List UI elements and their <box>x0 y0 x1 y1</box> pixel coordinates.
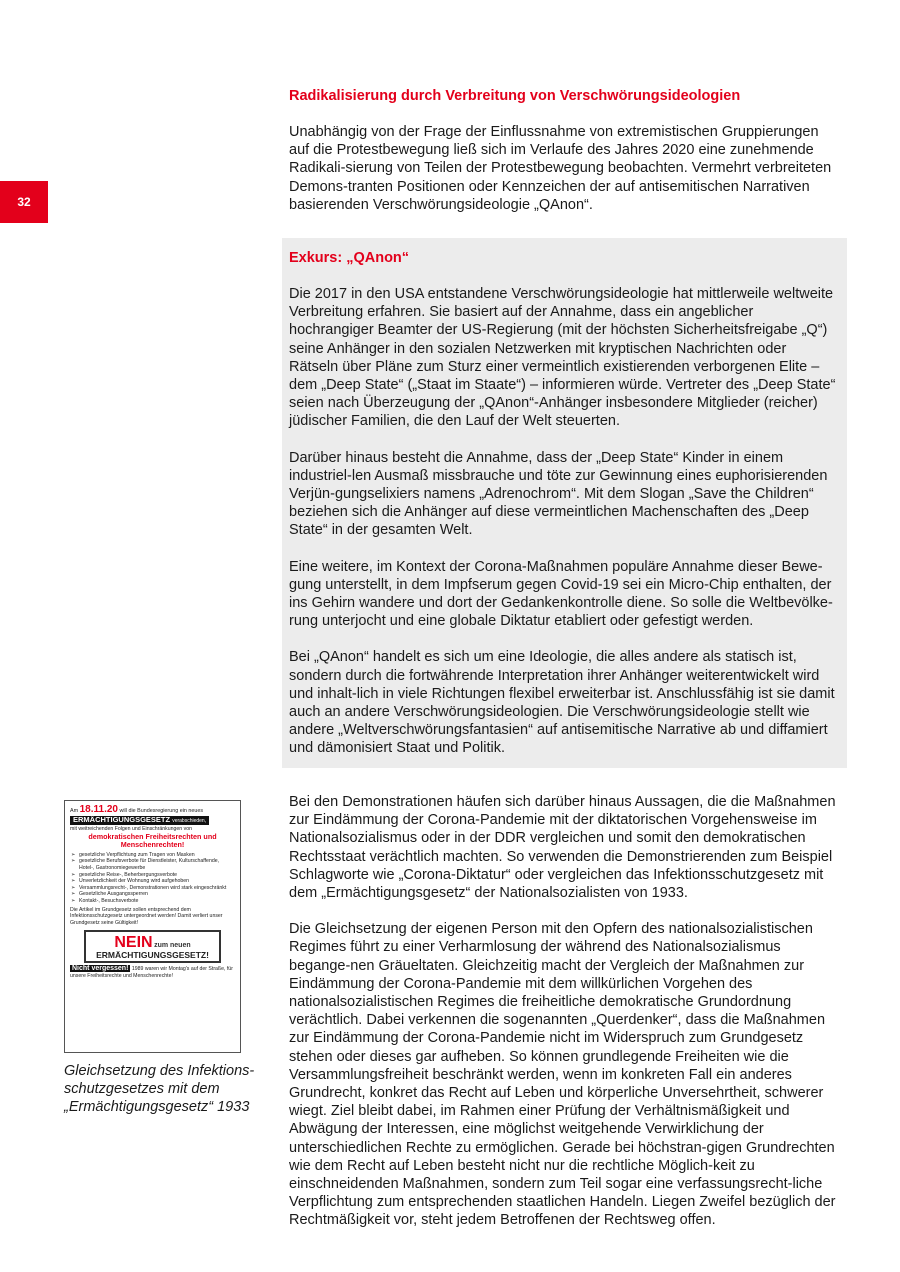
flyer-bullet-list <box>70 852 235 905</box>
excursus-box <box>282 238 847 768</box>
flyer-bullet: ➢ gesetzliche Reise-, Beherbergungsverbote <box>79 872 235 879</box>
flyer-footer: Nicht vergessen! 1989 waren wir Montag's auf der Straße, für unsere Freiheitsrechte und Menschenrechte! <box>70 964 233 979</box>
flyer-bullet: ➢ Unverletzlichkeit der Wohnung wird aufgehoben <box>79 878 235 885</box>
flyer-nein-box: NEIN zum neuen ERMÄCHTIGUNGSGESETZ! <box>84 930 221 963</box>
flyer-bullet: ➢ Gesetzliche Ausgangssperren <box>79 891 235 898</box>
flyer-note: Die Artikel im Grundgesetz sollen entsprechend dem Infektionsschutzgesetz untergeordnet werden! Damit verliert unser Grundgesetz seine Gültigkeit! <box>70 906 223 926</box>
page-number: 32 <box>17 195 31 209</box>
section-intro <box>289 87 837 214</box>
body-paragraph: Bei den Demonstrationen häufen sich darüber hinaus Aussagen, die die Maßnahmen zur Eindämmung der Corona-Pandemie mit der diktatorischen Vorgehensweise im Nationalsozialismus oder in der DDR vergleichen und somit den demokratischen Rechtsstaat verächtlich machten. So verwenden die Demonstrierenden zum Beispiel Schlagworte wie „Corona-Diktatur“ oder vergleichen das Infektionsschutzgesetz mit dem „Ermächtigungsgesetz“ der Nationalsozialisten von 1933. <box>289 794 836 902</box>
flyer-bullet: ➢ Kontakt-, Besuchsverbote <box>79 898 235 905</box>
flyer-forget-label: Nicht vergessen! <box>72 964 129 972</box>
flyer-red-title: demokratischen Freiheitsrechten und Menschenrechten! <box>88 831 217 850</box>
flyer-date-line: Am 18.11.20 will die Bundesregierung ein neues <box>70 804 204 815</box>
intro-paragraph: Unabhängig von der Frage der Einflussnahme von extremistischen Gruppierungen auf die Protestbewegung ließ sich im Verlaufe des Jahres 2020 eine zunehmende Radikali-sierung von Teilen der Protestbewegung beobachten. Vermehrt verbreiteten Demons-tranten Positionen oder Kennzeichen der auf antisemitischen Narrativen basierenden Verschwörungsideologie „QAnon“. <box>289 124 832 213</box>
body-paragraph: Die Gleichsetzung der eigenen Person mit den Opfern des nationalsozialistischen Regimes führt zu einer Verharmlosung der während des Nationalsozialismus begange-nen Gräueltaten. Gleichzeitig macht der Vergleich der Maßnahmen zur Eindämmung der Corona-Pandemie mit dem willkürlichen Vorgehen des nationalsozialistischen Regimes die freiheitliche demokratische Grundordnung verächtlich. Dabei verkennen die sogenannten „Querdenker“, dass die Maßnahmen zur Eindämmung der Corona-Pandemie nicht im Widerspruch zum Grundgesetz stehen oder dieses gar aufheben. So können grundlegende Freiheiten wie die Versammlungsfreiheit beschränkt werden, wenn im konkreten Fall ein anderes Grundrecht, konkret das Recht auf Leben und körperliche Unversehrtheit, schwerer wiegt. Ziel bleibt dabei, im Rahmen einer Prüfung der Verhältnismäßigkeit und Abwägung der Interessen, eine möglichst weitgehende Verwirklichung der unterschiedlichen Rechte zu ermöglichen. Gerade bei höchstran-gigen Grundrechten wie dem Recht auf Leben besteht nicht nur die rechtliche Möglich-keit zu einschneidenden Maßnahmen, sondern zum Teil sogar eine verfassungsrecht-liche Verpflichtung zum entsprechenden staatlichen Handeln. Liegen Zweifel bezüglich der Rechtmäßigkeit vor, steht jedem Betroffenen der Rechtsweg offen. <box>289 921 836 1229</box>
protest-flyer-image <box>64 800 241 1053</box>
page-number-tab <box>0 181 48 223</box>
flyer-bullet: ➢ gesetzliche Verpflichtung zum Tragen von Masken <box>79 852 235 859</box>
flyer-law-name: ERMÄCHTIGUNGSGESETZ! <box>96 950 209 961</box>
flyer-bullet: ➢ gesetzliche Berufsverbote für Dienstleister, Kulturschaffende, Hotel-, Gastronomiegewerbe <box>79 858 235 871</box>
flyer-bullet: ➢ Versammlungsrecht-, Demonstrationen wird stark eingeschränkt <box>79 885 235 892</box>
excursus-heading: Exkurs: „QAnon“ <box>289 250 410 266</box>
flyer-line: mit weitreichenden Folgen und Einschränkungen von <box>70 826 192 833</box>
flyer-date: 18.11.20 <box>79 804 118 815</box>
flyer-nein: NEIN <box>114 934 153 952</box>
lower-text <box>289 793 837 1230</box>
excursus-paragraph: Bei „QAnon“ handelt es sich um eine Ideologie, die alles andere als statisch ist, sondern durch die fortwährende Interpretation ihrer Anhänger weiterentwickelt wird und inhalt-lich in viele Richtungen flexibel erweiterbar ist. Anschlussfähig ist sie damit auch an andere Verschwörungsideologien. Die Verschwörungsideologie stellt wie andere „Weltverschwörungsfantasien“ auf antisemitische Narrative ab und diffamiert und dämonisiert Staat und Politik. <box>289 649 835 757</box>
image-caption: Gleichsetzung des Infektions-schutzgesetzes mit dem „Ermächtigungsgesetz“ 1933 <box>64 1063 255 1116</box>
flyer-law-bar: ERMÄCHTIGUNGSGESETZ verabschieden, <box>70 816 209 826</box>
excursus-paragraph: Die 2017 in den USA entstandene Verschwörungsideologie hat mittlerweile weltweite Verbreitung erfahren. Sie basiert auf der Annahme, dass ein angeblicher hochrangiger Beamter der US-Regierung (mit der höchsten Sicherheitsfreigabe „Q“) seine Anhänger in den sozialen Netzwerken mit kryptischen Nachrichten oder Rätseln über Pläne zum Sturz einer vermeintlich existierenden verborgenen Elite – dem „Deep State“ („Staat im Staate“) – informieren würde. Vertreter des „Deep State“ seien nach Überzeugung der „QAnon“-Anhänger insbesondere Mitglieder (reicher) jüdischer Familien, die den Lauf der Welt steuerten. <box>289 286 836 430</box>
excursus-paragraph: Eine weitere, im Kontext der Corona-Maßnahmen populäre Annahme dieser Bewe-gung unterstellt, in dem Impfserum gegen Covid-19 sei ein Micro-Chip enthalten, der ins Gehirn wandere und dort der Gedankenkontrolle diene. So solle die Weltbevölke-rung unterjocht und eine globale Diktatur etabliert oder gefestigt werden. <box>289 558 833 630</box>
section-heading: Radikalisierung durch Verbreitung von Verschwörungsideologien <box>289 88 741 104</box>
excursus-paragraph: Darüber hinaus besteht die Annahme, dass der „Deep State“ Kinder in einem industriel-len Ausmaß missbrauche und töte zur Gewinnung eines euphorisierenden Verjün-gungselixiers namens „Adrenochrom“. Mit dem Slogan „Save the Children“ beziehen sich die Anhänger auf diese vermeintlichen Machenschaften des „Deep State“ in der gesamten Welt. <box>289 449 828 539</box>
